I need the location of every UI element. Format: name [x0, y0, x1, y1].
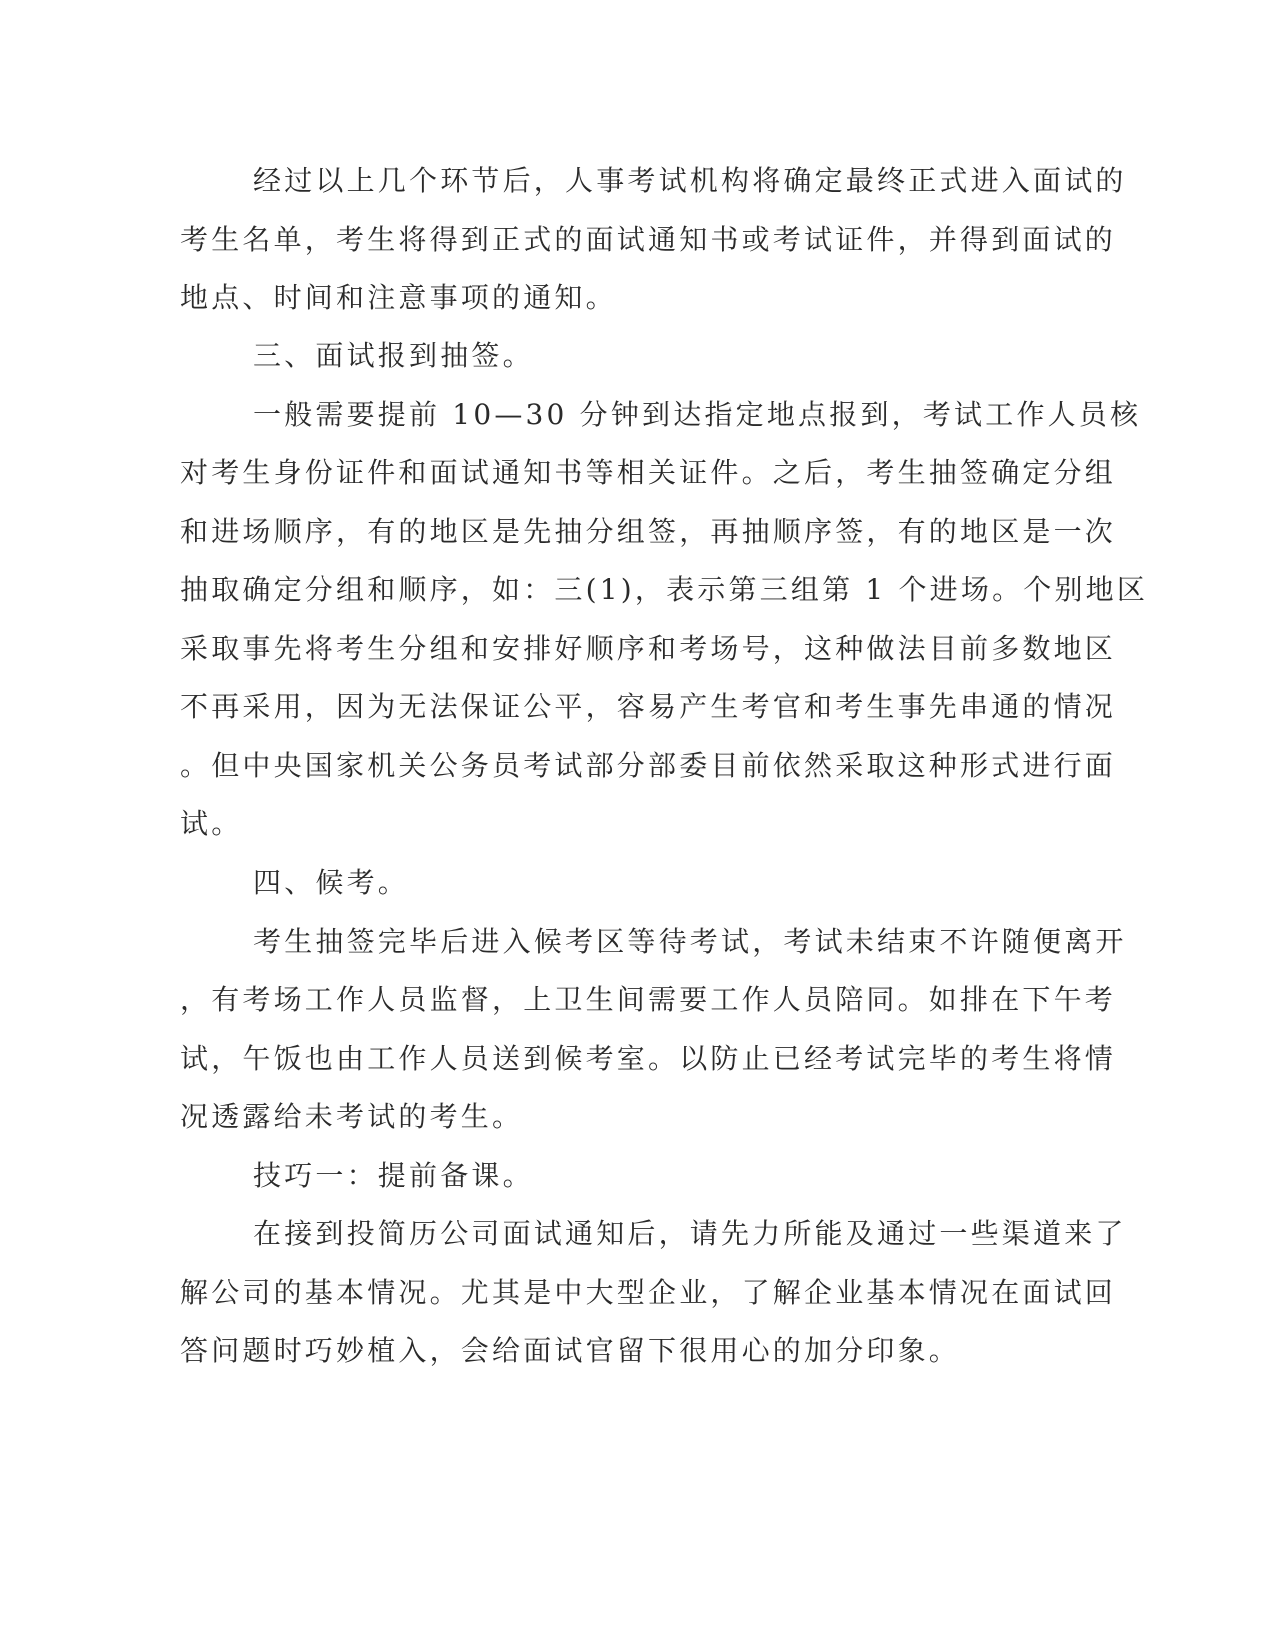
paragraph-2-line-6: 不再采用，因为无法保证公平，容易产生考官和考生事先串通的情况 — [180, 690, 1117, 723]
paragraph-3-line-3: 试，午饭也由工作人员送到候考室。以防止已经考试完毕的考生将情 — [180, 1042, 1117, 1075]
paragraph-1-line-3: 地点、时间和注意事项的通知。 — [180, 281, 617, 314]
paragraph-1-line-1: 经过以上几个环节后，人事考试机构将确定最终正式进入面试的 — [253, 164, 1127, 197]
tip-heading-1: 技巧一：提前备课。 — [253, 1159, 534, 1192]
section-heading-3: 三、面试报到抽签。 — [253, 339, 534, 372]
paragraph-4-line-2: 解公司的基本情况。尤其是中大型企业，了解企业基本情况在面试回 — [180, 1276, 1117, 1309]
paragraph-2-line-8: 试。 — [180, 807, 243, 840]
paragraph-4-line-1: 在接到投简历公司面试通知后，请先力所能及通过一些渠道来了 — [253, 1217, 1127, 1250]
paragraph-2-line-5: 采取事先将考生分组和安排好顺序和考场号，这种做法目前多数地区 — [180, 632, 1117, 665]
paragraph-2-line-2: 对考生身份证件和面试通知书等相关证件。之后，考生抽签确定分组 — [180, 456, 1117, 489]
paragraph-3-line-2: ，有考场工作人员监督，上卫生间需要工作人员陪同。如排在下午考 — [180, 983, 1117, 1016]
section-heading-4: 四、候考。 — [253, 866, 410, 899]
paragraph-2-line-4: 抽取确定分组和顺序，如：三(1)，表示第三组第 1 个进场。个别地区 — [180, 573, 1149, 606]
paragraph-2-line-7: 。但中央国家机关公务员考试部分部委目前依然采取这种形式进行面 — [180, 749, 1117, 782]
paragraph-4-line-3: 答问题时巧妙植入，会给面试官留下很用心的加分印象。 — [180, 1334, 961, 1367]
paragraph-2-line-3: 和进场顺序，有的地区是先抽分组签，再抽顺序签，有的地区是一次 — [180, 515, 1117, 548]
paragraph-3-line-1: 考生抽签完毕后进入候考区等待考试，考试未结束不许随便离开 — [253, 925, 1127, 958]
paragraph-2-line-1: 一般需要提前 10—30 分钟到达指定地点报到，考试工作人员核 — [253, 398, 1142, 431]
paragraph-1-line-2: 考生名单，考生将得到正式的面试通知书或考试证件，并得到面试的 — [180, 223, 1117, 256]
paragraph-3-line-4: 况透露给未考试的考生。 — [180, 1100, 524, 1133]
